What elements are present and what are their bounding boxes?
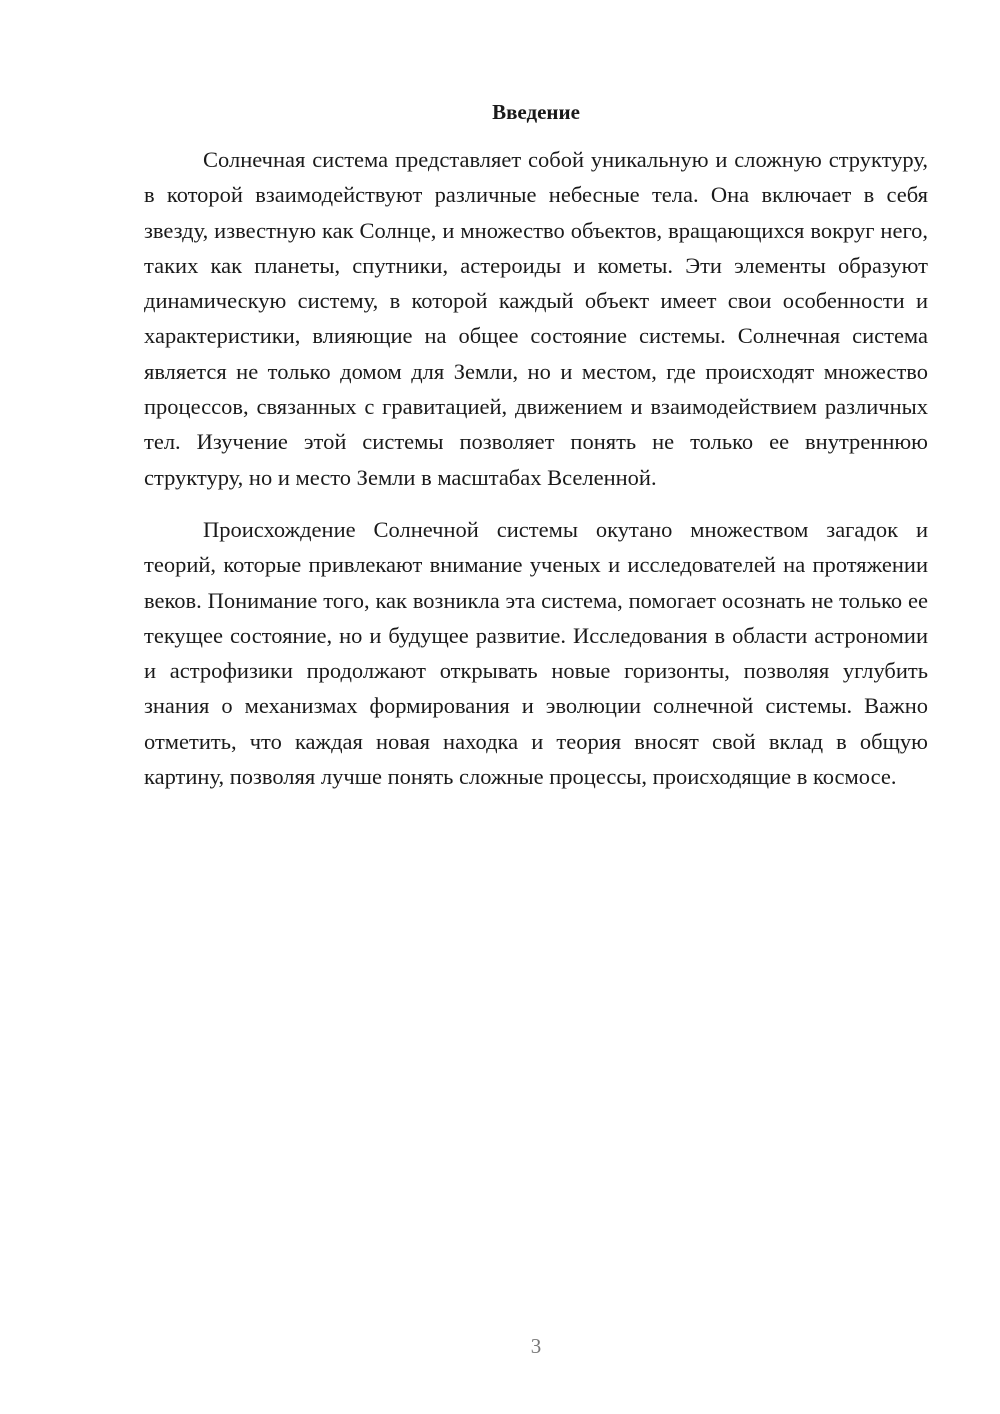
section-title: Введение [492,100,580,124]
paragraph-origin: Происхождение Солнечной системы окутано множеством загадок и теорий, которые привлекают внимание ученых и исследователей на протяжении веков. Понимание того, как возникла эта система, помогает осознать не только ее текущее состояние, но и будущее развитие. Исследования в области астрономии и астрофизики продолжают открывать новые горизонты, позволяя углубить знания о механизмах формирования и эволюции солнечной системы. Важно отметить, что каждая новая находка и теория вносят свой вклад в общую картину, позволяя лучше понять сложные процессы, происходящие в космосе. [144,516,928,790]
document-body [144,142,928,794]
paragraph-intro: Солнечная система представляет собой уникальную и сложную структуру, в которой взаимодействуют различные небесные тела. Она включает в себя звезду, известную как Солнце, и множество объектов, вращающихся вокруг него, таких как планеты, спутники, астероиды и кометы. Эти элементы образуют динамическую систему, в которой каждый объект имеет свои особенности и характеристики, влияющие на общее состояние системы. Солнечная система является не только домом для Земли, но и местом, где происходят множество процессов, связанных с гравитацией, движением и взаимодействием различных тел. Изучение этой системы позволяет понять не только ее внутреннюю структуру, но и место Земли в масштабах Вселенной. [144,147,928,490]
page-number: 3 [530,1334,542,1358]
